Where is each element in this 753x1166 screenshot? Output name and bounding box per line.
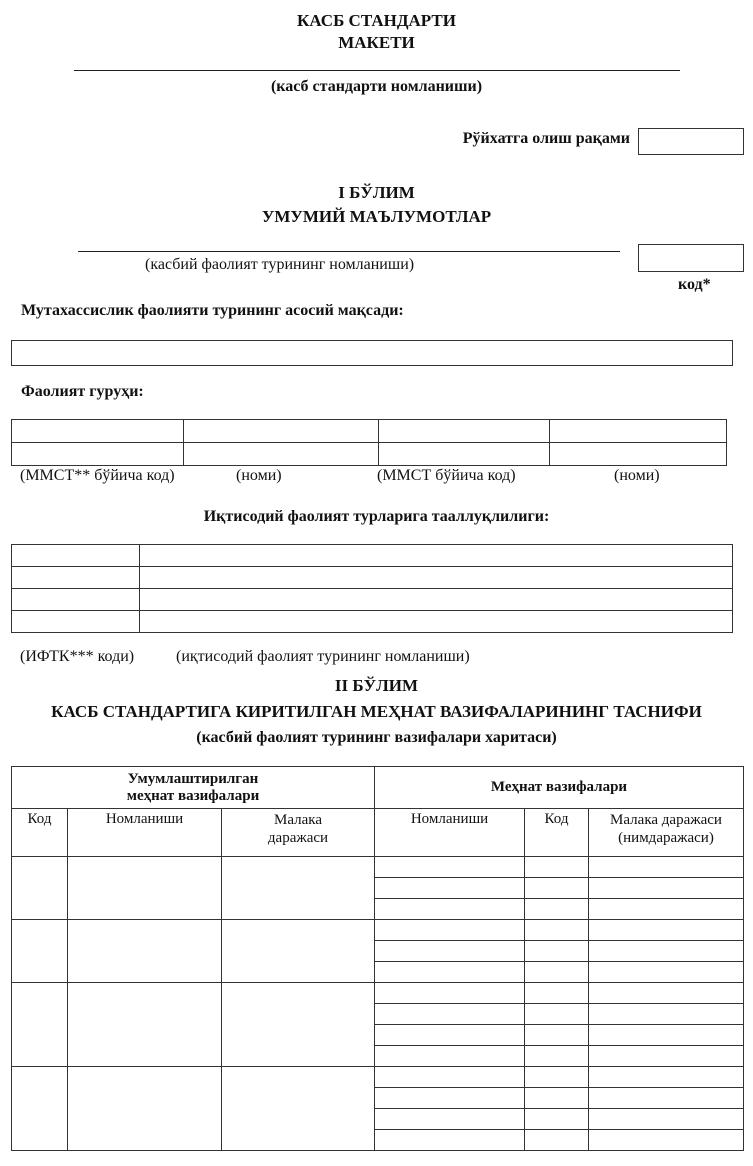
task-row — [12, 1067, 744, 1088]
generalized-code-cell[interactable] — [12, 983, 68, 1067]
section-2-title: КАСБ СТАНДАРТИГА КИРИТИЛГАН МЕҲНАТ ВАЗИФАЛАРИНИНГ ТАСНИФИ — [51, 702, 702, 721]
generalized-qualification-cell[interactable] — [222, 983, 375, 1067]
task-qualification-cell[interactable] — [589, 941, 744, 962]
registration-label: Рўйхатга олиш рақами — [462, 130, 630, 147]
activity-name-line[interactable] — [78, 251, 620, 252]
standard-name-caption: (касб стандарти номланиши) — [270, 78, 483, 95]
task-code-cell[interactable] — [525, 983, 589, 1004]
generalized-code-cell[interactable] — [12, 1067, 68, 1151]
generalized-name-cell[interactable] — [68, 857, 222, 920]
economic-activity-label: Иқтисодий фаолият турларига тааллуқлилиги: — [203, 508, 550, 525]
task-name-cell[interactable] — [375, 1025, 525, 1046]
task-row — [12, 920, 744, 941]
col-header-qualification — [222, 809, 375, 857]
task-qualification-cell[interactable] — [589, 1109, 744, 1130]
task-code-cell[interactable] — [525, 962, 589, 983]
generalized-qualification-cell[interactable] — [222, 857, 375, 920]
purpose-label: Мутахассислик фаолияти турининг асосий мақсади: — [21, 302, 404, 319]
task-qualification-cell[interactable] — [589, 1004, 744, 1025]
activity-code-field[interactable] — [638, 244, 744, 272]
col-header-task-qualification — [589, 809, 744, 857]
section-1-number: I БЎЛИМ — [338, 183, 415, 202]
col-header-task-qualification-line-1: Малака даражаси — [610, 812, 722, 828]
task-qualification-cell[interactable] — [589, 1046, 744, 1067]
col-header-code: Код — [12, 809, 68, 857]
economic-activity-table — [11, 544, 733, 633]
task-qualification-cell[interactable] — [589, 983, 744, 1004]
task-name-cell[interactable] — [375, 1088, 525, 1109]
task-code-cell[interactable] — [525, 1025, 589, 1046]
group-code-cell-2[interactable] — [379, 420, 550, 443]
ifk-code-cell[interactable] — [12, 545, 140, 567]
activity-group-label: Фаолият гуруҳи: — [21, 383, 144, 400]
group-code-cell-3[interactable] — [12, 443, 184, 466]
task-name-cell[interactable] — [375, 941, 525, 962]
activity-name-caption: (касбий фаолият турининг номланиши) — [145, 256, 415, 273]
task-qualification-cell[interactable] — [589, 1088, 744, 1109]
task-code-cell[interactable] — [525, 1130, 589, 1151]
task-name-cell[interactable] — [375, 1130, 525, 1151]
ifk-code-cell[interactable] — [12, 589, 140, 611]
task-qualification-cell[interactable] — [589, 962, 744, 983]
economic-caption-code: (ИФТК*** коди) — [20, 648, 135, 665]
generalized-code-cell[interactable] — [12, 920, 68, 983]
economic-name-cell[interactable] — [140, 589, 733, 611]
task-code-cell[interactable] — [525, 1088, 589, 1109]
generalized-code-cell[interactable] — [12, 857, 68, 920]
labor-tasks-table — [11, 766, 744, 1151]
ifk-code-cell[interactable] — [12, 611, 140, 633]
group-caption-code-2: (ММСТ бўйича код) — [377, 467, 516, 484]
col-header-task-qualification-line-2: (нимдаражаси) — [618, 830, 714, 846]
task-row — [12, 857, 744, 878]
task-name-cell[interactable] — [375, 1004, 525, 1025]
col-header-task-code: Код — [525, 809, 589, 857]
group-name-cell-4[interactable] — [550, 443, 727, 466]
col-header-task-name: Номланиши — [375, 809, 525, 857]
task-name-cell[interactable] — [375, 857, 525, 878]
group-name-cell-1[interactable] — [184, 420, 379, 443]
task-name-cell[interactable] — [375, 962, 525, 983]
section-1-title: УМУМИЙ МАЪЛУМОТЛАР — [261, 207, 492, 226]
group-name-cell-3[interactable] — [184, 443, 379, 466]
task-qualification-cell[interactable] — [589, 920, 744, 941]
section-2-subtitle: (касбий фаолият турининг вазифалари харитаси) — [196, 729, 557, 746]
task-qualification-cell[interactable] — [589, 1067, 744, 1088]
task-name-cell[interactable] — [375, 1067, 525, 1088]
ifk-code-cell[interactable] — [12, 567, 140, 589]
group-name-cell-2[interactable] — [550, 420, 727, 443]
col-header-name: Номланиши — [68, 809, 222, 857]
generalized-tasks-header-line-2: меҳнат вазифалари — [126, 787, 260, 804]
task-name-cell[interactable] — [375, 878, 525, 899]
task-name-cell[interactable] — [375, 1109, 525, 1130]
task-qualification-cell[interactable] — [589, 1130, 744, 1151]
economic-name-cell[interactable] — [140, 567, 733, 589]
title-line-1: КАСБ СТАНДАРТИ — [297, 11, 456, 30]
generalized-name-cell[interactable] — [68, 1067, 222, 1151]
task-code-cell[interactable] — [525, 1046, 589, 1067]
task-code-cell[interactable] — [525, 920, 589, 941]
economic-caption-name: (иқтисодий фаолият турининг номланиши) — [176, 648, 470, 665]
generalized-tasks-header — [12, 767, 375, 809]
document-title — [0, 10, 753, 54]
section-1-heading — [0, 181, 753, 229]
standard-name-line[interactable] — [74, 70, 680, 71]
economic-name-cell[interactable] — [140, 611, 733, 633]
task-name-cell[interactable] — [375, 899, 525, 920]
group-caption-name-1: (номи) — [236, 467, 282, 484]
task-name-cell[interactable] — [375, 983, 525, 1004]
section-2-number: II БЎЛИМ — [334, 676, 419, 695]
task-code-cell[interactable] — [525, 857, 589, 878]
activity-group-table — [11, 419, 727, 466]
generalized-name-cell[interactable] — [68, 983, 222, 1067]
task-qualification-cell[interactable] — [589, 878, 744, 899]
task-code-cell[interactable] — [525, 1004, 589, 1025]
registration-number-field[interactable] — [638, 128, 744, 155]
purpose-field[interactable] — [11, 340, 733, 366]
generalized-tasks-header-line-1: Умумлаштирилган — [127, 770, 259, 787]
labor-tasks-body — [12, 857, 744, 1151]
code-label: код* — [678, 276, 711, 293]
task-qualification-cell[interactable] — [589, 857, 744, 878]
title-line-2: МАКЕТИ — [338, 33, 415, 52]
generalized-name-cell[interactable] — [68, 920, 222, 983]
col-header-qualification-line-2: даражаси — [267, 830, 329, 846]
task-qualification-cell[interactable] — [589, 1025, 744, 1046]
labor-tasks-header: Меҳнат вазифалари — [375, 767, 744, 809]
group-caption-code-1: (ММСТ** бўйича код) — [20, 467, 175, 484]
group-code-cell-1[interactable] — [12, 420, 184, 443]
generalized-qualification-cell[interactable] — [222, 920, 375, 983]
task-code-cell[interactable] — [525, 899, 589, 920]
task-row — [12, 983, 744, 1004]
task-name-cell[interactable] — [375, 1046, 525, 1067]
task-code-cell[interactable] — [525, 941, 589, 962]
group-caption-name-2: (номи) — [614, 467, 660, 484]
task-code-cell[interactable] — [525, 1067, 589, 1088]
group-code-cell-4[interactable] — [379, 443, 550, 466]
col-header-qualification-line-1: Малака — [274, 812, 322, 828]
generalized-qualification-cell[interactable] — [222, 1067, 375, 1151]
economic-name-cell[interactable] — [140, 545, 733, 567]
task-qualification-cell[interactable] — [589, 899, 744, 920]
task-name-cell[interactable] — [375, 920, 525, 941]
task-code-cell[interactable] — [525, 878, 589, 899]
task-code-cell[interactable] — [525, 1109, 589, 1130]
